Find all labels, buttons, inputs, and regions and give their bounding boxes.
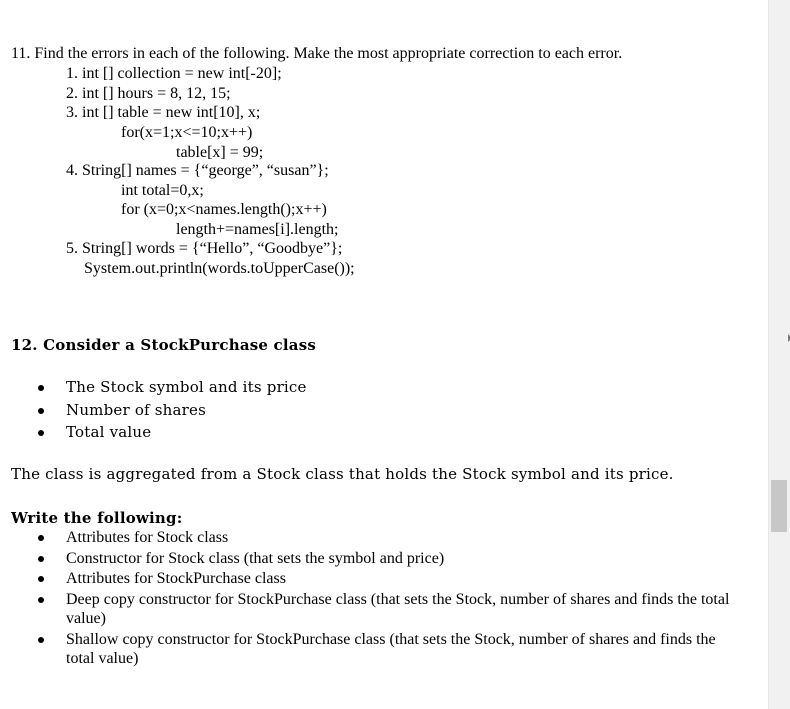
bullet-icon — [38, 637, 44, 643]
task-item: Constructor for Stock class (that sets the symbol and price) — [66, 550, 445, 567]
task-item: Attributes for Stock class — [66, 529, 229, 546]
code-line: System.out.println(words.toUpperCase()); — [84, 260, 355, 277]
bullet-icon — [38, 556, 44, 562]
code-line: 1. int [] collection = new int[-20]; — [66, 65, 282, 82]
task-item: Shallow copy constructor for StockPurchase class (that sets the Stock, number of shares and finds the — [66, 631, 716, 648]
bullet-icon — [38, 597, 44, 603]
vertical-scrollbar[interactable] — [768, 0, 790, 709]
bullet-icon — [38, 535, 44, 541]
code-line: 2. int [] hours = 8, 12, 15; — [66, 85, 231, 102]
code-line: int total=0,x; — [121, 182, 204, 199]
scrollbar-thumb[interactable] — [771, 480, 787, 532]
list-item: Total value — [66, 423, 152, 441]
code-line: length+=names[i].length; — [176, 221, 339, 238]
task-item-continued: value) — [66, 610, 106, 627]
task-item-continued: total value) — [66, 650, 139, 667]
bullet-icon — [38, 576, 44, 582]
question-12-heading — [11, 336, 316, 355]
task-item: Attributes for StockPurchase class — [66, 570, 286, 587]
code-line: 4. String[] names = {“george”, “susan”}; — [66, 162, 329, 179]
code-line: for(x=1;x<=10;x++) — [121, 124, 253, 141]
bullet-icon — [38, 430, 44, 436]
list-item: The Stock symbol and its price — [66, 378, 307, 396]
task-item: Deep copy constructor for StockPurchase class (that sets the Stock, number of shares and finds the total — [66, 591, 730, 608]
code-line: table[x] = 99; — [176, 144, 264, 161]
bullet-icon — [38, 385, 44, 391]
question-11-heading: 11. Find the errors in each of the following. Make the most appropriate correction to each error. — [11, 45, 623, 62]
write-heading: Write the following: — [11, 509, 183, 527]
bullet-icon — [38, 408, 44, 414]
question-12-heading-text: 12. Consider a StockPurchase class — [11, 336, 316, 354]
code-line: 3. int [] table = new int[10], x; — [66, 104, 261, 121]
code-line: for (x=0;x<names.length();x++) — [121, 201, 327, 218]
paragraph: The class is aggregated from a Stock class that holds the Stock symbol and its price. — [11, 465, 674, 483]
list-item: Number of shares — [66, 401, 207, 419]
code-line: 5. String[] words = {“Hello”, “Goodbye”}; — [66, 240, 343, 257]
